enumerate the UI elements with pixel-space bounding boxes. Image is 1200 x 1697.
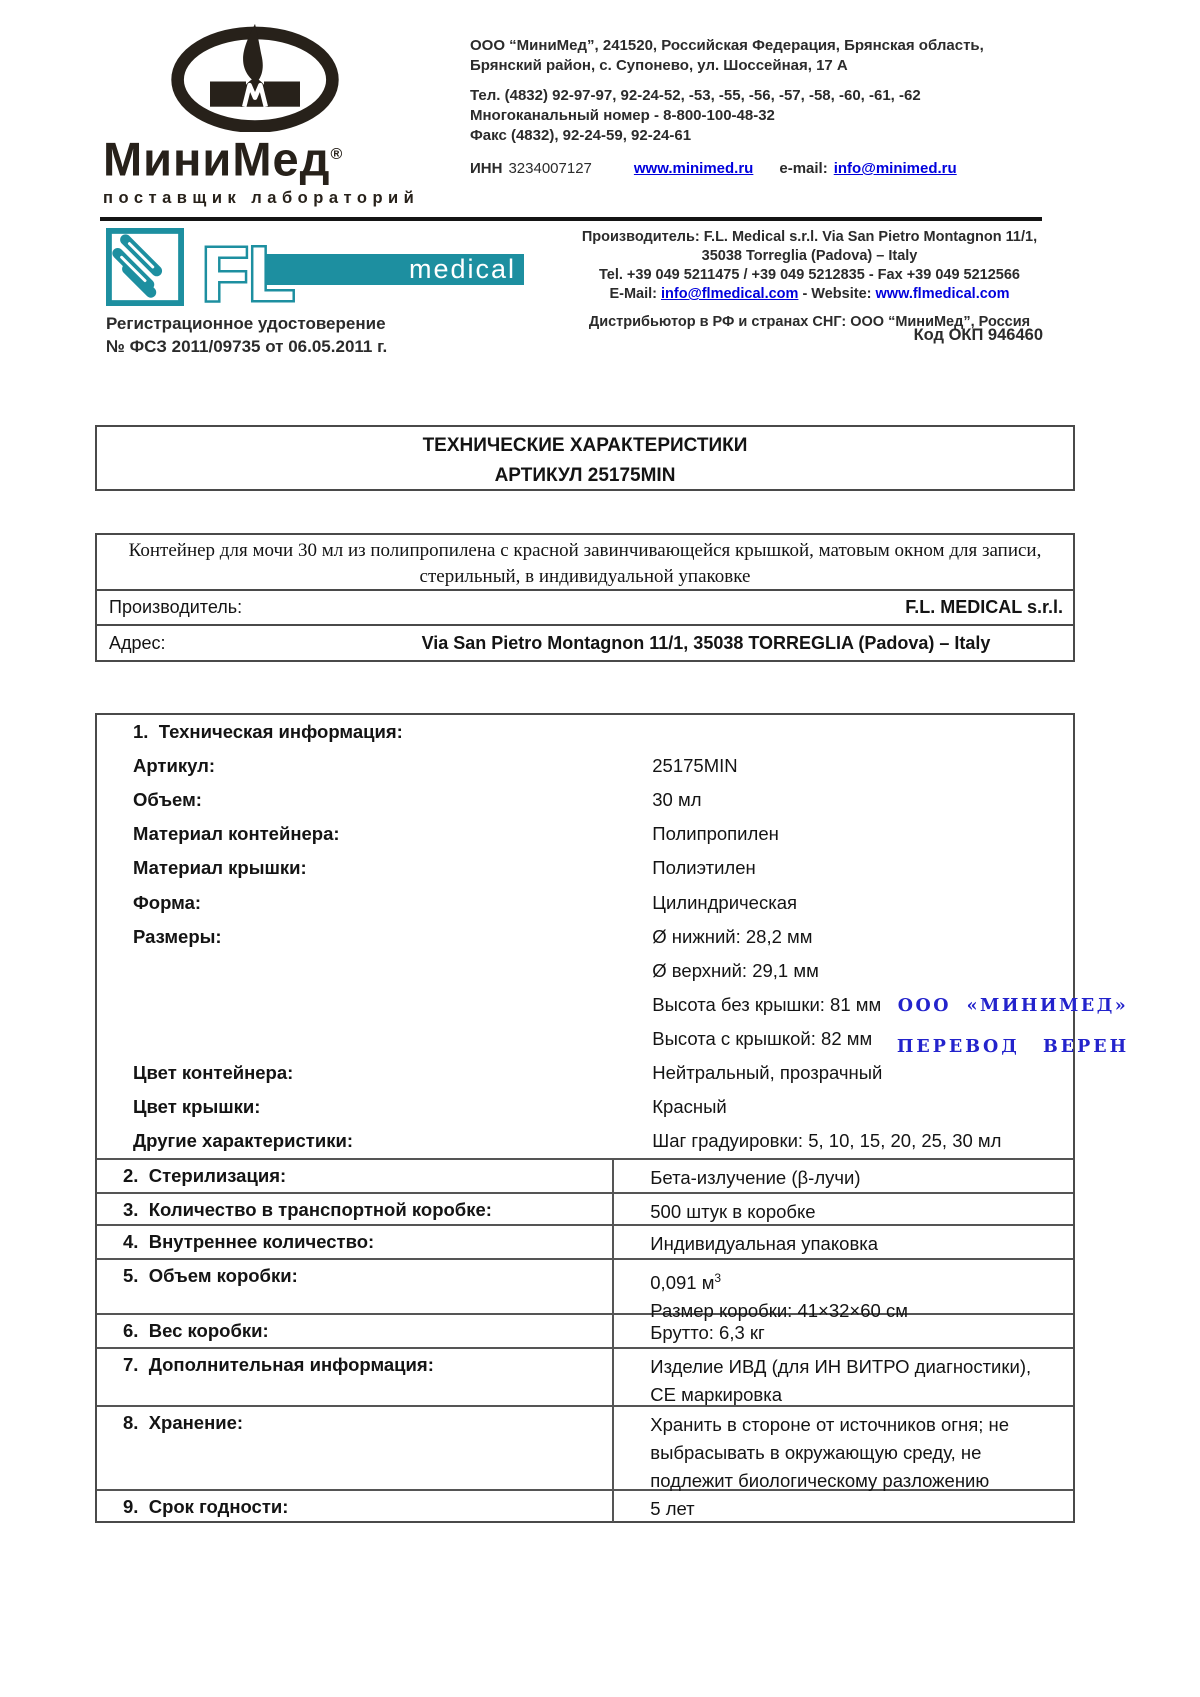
row-value: Изделие ИВД (для ИН ВИТРО диагностики), СЕ маркировка xyxy=(650,1356,1032,1405)
table-row xyxy=(97,1224,1073,1258)
producer-value: F.L. MEDICAL s.r.l. xyxy=(905,597,1063,617)
registration-line1: Регистрационное удостоверение xyxy=(106,314,386,333)
registered-mark: ® xyxy=(330,146,344,163)
producer-website-link[interactable]: www.flmedical.com xyxy=(875,286,1010,302)
table-row xyxy=(97,1258,1073,1322)
row-value: Красный xyxy=(652,1096,727,1118)
flmedical-logo xyxy=(106,228,524,312)
producer-block xyxy=(572,228,1047,332)
fax-line: Факс (4832), 92-24-59, 92-24-61 xyxy=(470,127,692,144)
row-value: 5 лет xyxy=(650,1498,695,1519)
row-value: 25175MIN xyxy=(652,755,738,777)
row-label: 8. Хранение: xyxy=(97,1407,614,1489)
table-row xyxy=(97,920,1073,954)
spec-table xyxy=(95,713,1130,1523)
stamp-company: ООО «МИНИМЕД» xyxy=(897,996,1129,1016)
row-label: 9. Срок годности: xyxy=(97,1491,614,1522)
row-label: Цвет контейнера: xyxy=(133,1061,294,1083)
row-label: Другие характеристики: xyxy=(133,1130,353,1152)
registration-line2: № ФСЗ 2011/09735 от 06.05.2011 г. xyxy=(106,337,388,356)
row-label: Объем: xyxy=(133,789,202,811)
header-divider xyxy=(100,217,1042,221)
row-value: Нейтральный, прозрачный xyxy=(652,1061,883,1083)
box-volume: 0,091 м xyxy=(650,1272,715,1294)
row-value xyxy=(614,1260,1073,1322)
producer-label: Производитель: xyxy=(109,597,243,617)
candle-flame-icon xyxy=(165,22,345,132)
translation-stamp xyxy=(867,996,1159,1057)
row-value: Индивидуальная упаковка xyxy=(650,1233,879,1254)
email-label: e-mail: xyxy=(779,160,828,177)
row-value: 500 штук в коробке xyxy=(650,1201,816,1222)
table-row xyxy=(97,851,1073,885)
row-label: Цвет крышки: xyxy=(133,1096,261,1118)
producer-email-label: E-Mail: xyxy=(609,286,657,302)
row-label: 7. Дополнительная информация: xyxy=(97,1349,614,1405)
table-row xyxy=(97,783,1073,817)
company-contacts xyxy=(470,36,1055,179)
box-size: Размер коробки: 41×32×60 см xyxy=(650,1300,908,1322)
row-value: Хранить в стороне от источников огня; не выбрасывать в окружающую среду, не подлежит биологическому разложению xyxy=(650,1414,1010,1491)
table-row xyxy=(97,1124,1073,1158)
email-link[interactable]: info@minimed.ru xyxy=(833,160,957,177)
producer-row xyxy=(97,591,1073,626)
company-address-line1: ООО “МиниМед”, 241520, Российская Федерация, Брянская область, xyxy=(470,37,984,54)
row-value: Ø верхний: 29,1 мм xyxy=(652,959,819,981)
doc-title: ТЕХНИЧЕСКИЕ ХАРАКТЕРИСТИКИ xyxy=(422,435,748,456)
minimed-logo xyxy=(103,22,418,208)
row-label: 6. Вес коробки: xyxy=(97,1315,614,1347)
table-row xyxy=(97,1313,1073,1347)
phone-line: Тел. (4832) 92-97-97, 92-24-52, -53, -55, -56, -57, -58, -60, -61, -62 xyxy=(470,87,921,104)
address-value: Via San Pietro Montagnon 11/1, 35038 TORREGLIA (Padova) – Italy xyxy=(421,632,991,653)
row-value: Ø нижний: 28,2 мм xyxy=(652,925,813,947)
distributor-line: Дистрибьютор в РФ и странах СНГ: ООО “МиниМед”, Россия xyxy=(588,314,1031,330)
producer-email-link[interactable]: info@flmedical.com xyxy=(661,286,799,302)
row-label: Форма: xyxy=(133,891,202,913)
row-value: Шаг градуировки: 5, 10, 15, 20, 25, 30 мл xyxy=(652,1130,1002,1152)
producer-line2: 35038 Torreglia (Padova) – Italy xyxy=(701,248,918,264)
producer-website-label: - Website: xyxy=(802,286,872,302)
table-row xyxy=(97,1347,1073,1405)
row-value: Цилиндрическая xyxy=(652,891,798,913)
row-label: 2. Стерилизация: xyxy=(97,1160,614,1192)
row-label: 5. Объем коробки: xyxy=(97,1260,614,1313)
row-label: 4. Внутреннее количество: xyxy=(97,1226,614,1258)
company-address-line2: Брянский район, с. Супонево, ул. Шоссейная, 17 А xyxy=(470,57,848,74)
flmedical-wordmark xyxy=(194,228,524,312)
producer-line3: Tel. +39 049 5211475 / +39 049 5212835 - Fax +39 049 5212566 xyxy=(598,267,1020,283)
row-value: Брутто: 6,3 кг xyxy=(650,1322,765,1343)
row-value: 30 мл xyxy=(652,789,702,811)
table-row xyxy=(97,1489,1073,1522)
stamp-translation-correct: ПЕРЕВОД ВЕРЕН xyxy=(896,1037,1130,1057)
row-label: 3. Количество в транспортной коробке: xyxy=(97,1194,614,1224)
title-box xyxy=(95,425,1075,491)
producer-line1: Производитель: F.L. Medical s.r.l. Via San Pietro Montagnon 11/1, xyxy=(581,229,1038,245)
table-row xyxy=(97,1056,1073,1090)
okp-code: Код ОКП 946460 xyxy=(913,326,1043,344)
medical-word: medical xyxy=(408,254,516,284)
table-row xyxy=(97,1192,1073,1224)
website-link[interactable]: www.minimed.ru xyxy=(633,160,754,177)
table-row xyxy=(97,1158,1073,1192)
inn-row xyxy=(470,159,1055,179)
section-technical-info xyxy=(97,715,1073,1158)
table-row xyxy=(97,885,1073,919)
address-row xyxy=(97,626,1073,660)
inn-label: ИНН xyxy=(470,160,503,177)
product-description: Контейнер для мочи 30 мл из полипропилена с красной завинчивающейся крышкой, матовым окном для записи, стерильный, в индивидуальной упаковке xyxy=(97,535,1073,591)
table-row xyxy=(97,749,1073,783)
row-value: Бета-излучение (β-лучи) xyxy=(650,1167,861,1188)
volume-superscript: 3 xyxy=(714,1271,722,1285)
row-label: Материал крышки: xyxy=(133,857,307,879)
section1-header: 1. Техническая информация: xyxy=(133,721,403,743)
table-row xyxy=(97,817,1073,851)
fl-letters: FL xyxy=(202,232,295,312)
table-row xyxy=(97,1405,1073,1489)
row-label: Размеры: xyxy=(133,925,222,947)
registration-certificate xyxy=(106,312,387,358)
test-tubes-icon xyxy=(106,228,184,306)
brand-name: МиниМед® xyxy=(103,132,344,186)
table-row xyxy=(97,954,1073,988)
row-value: Полиэтилен xyxy=(652,857,756,879)
row-label: Материал контейнера: xyxy=(133,823,340,845)
address-label: Адрес: xyxy=(109,632,166,653)
article-number: АРТИКУЛ 25175MIN xyxy=(494,465,676,486)
brand-tagline: поставщик лабораторий xyxy=(103,188,420,207)
row-label: Артикул: xyxy=(133,755,216,777)
table-row xyxy=(97,1090,1073,1124)
inn-value: 3234007127 xyxy=(508,160,592,177)
row-value: Высота с крышкой: 82 мм xyxy=(652,1027,873,1049)
product-description-box xyxy=(95,533,1075,662)
row-value: Высота без крышки: 81 мм xyxy=(652,993,882,1015)
row-value: Полипропилен xyxy=(652,823,779,845)
multichannel-line: Многоканальный номер - 8-800-100-48-32 xyxy=(470,107,775,124)
producer-line4 xyxy=(572,285,1047,304)
